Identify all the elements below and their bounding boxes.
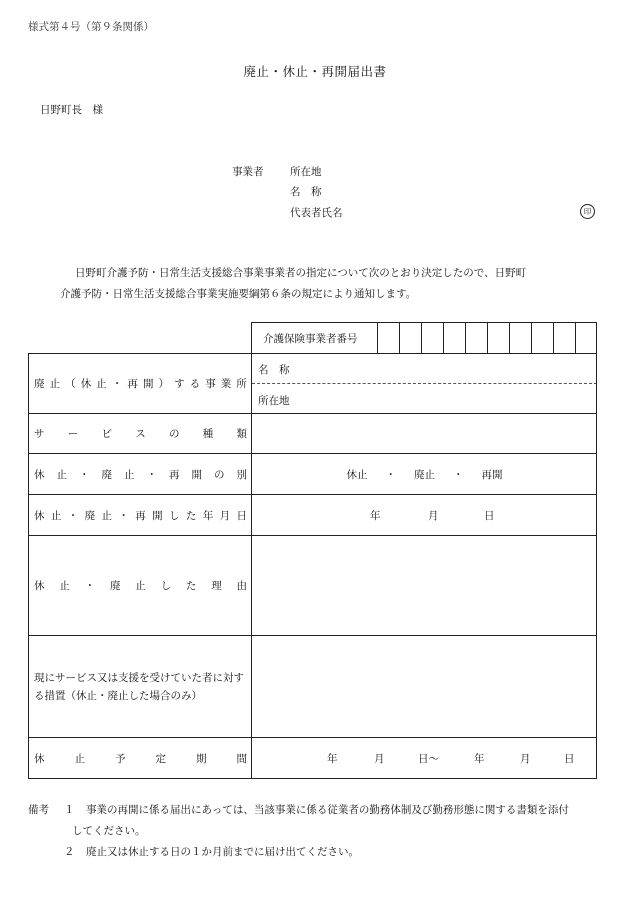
option-abolish[interactable]: 廃止 (414, 468, 435, 481)
period-input[interactable]: 年 月 日～ 年 月 日 (327, 752, 575, 765)
document-title: 廃止・休止・再開届出書 (243, 64, 387, 79)
service-type-label: サ ー ビ ス の 種 類 (34, 428, 247, 440)
office-label: 廃 止 （ 休 止 ・ 再 開 ） す る 事 業 所 (34, 378, 247, 390)
notification-form-table (28, 322, 597, 779)
business-address-label: 所在地 (290, 166, 322, 178)
addressee: 日野町長 様 (40, 104, 103, 116)
notes-heading: 備考 (28, 804, 49, 816)
insurance-number-label: 介護保険事業者番号 (263, 333, 358, 345)
body-text-line-2: 介護予防・日常生活支援総合事業実施要綱第６条の規定により通知します。 (60, 288, 417, 300)
service-type-input[interactable] (252, 414, 596, 453)
business-name-label: 名 称 (290, 186, 322, 198)
period-label: 休 止 予 定 期 間 (34, 752, 247, 765)
insurance-number-input[interactable] (378, 323, 596, 353)
option-separator: ・ (385, 468, 396, 481)
business-label: 事業者 (232, 166, 264, 178)
note-1-line-1: 事業の再開に係る届出にあっては、当該事業に係る従業者の勤務体制及び勤務形態に関する書類を添付 (86, 804, 569, 816)
note-1-line-2: してください。 (72, 825, 146, 837)
category-label: 休 止 ・ 廃 止 ・ 再 開 の 別 (34, 468, 247, 481)
form-number: 様式第４号（第９条関係） (28, 21, 154, 33)
office-name-label: 名 称 (258, 364, 290, 376)
reason-label: 休 止 ・ 廃 止 し た 理 由 (34, 580, 247, 592)
measures-label: 現にサービス又は支援を受けていた者に対する措置（休止・廃止した場合のみ） (34, 671, 244, 702)
reason-input[interactable] (252, 536, 596, 635)
representative-label: 代表者氏名 (290, 207, 343, 219)
note-2-number: ２ (64, 846, 75, 858)
category-options[interactable] (252, 454, 597, 494)
option-resume[interactable]: 再開 (481, 468, 503, 481)
office-address-label: 所在地 (258, 395, 290, 407)
option-suspend[interactable]: 休止 (346, 468, 368, 481)
note-1-number: １ (64, 804, 75, 816)
seal-mark-icon: 印 (580, 204, 595, 219)
body-text-line-1: 日野町介護予防・日常生活支援総合事業事業者の指定について次のとおり決定したので、日野町 (75, 267, 527, 279)
measures-input[interactable] (252, 636, 596, 737)
option-separator: ・ (453, 468, 464, 481)
date-input[interactable]: 年 月 日 (370, 509, 495, 522)
date-label: 休 止 ・ 廃 止 ・ 再 開 し た 年 月 日 (34, 509, 247, 522)
note-2-text: 廃止又は休止する日の１か月前までに届け出てください。 (86, 846, 359, 858)
